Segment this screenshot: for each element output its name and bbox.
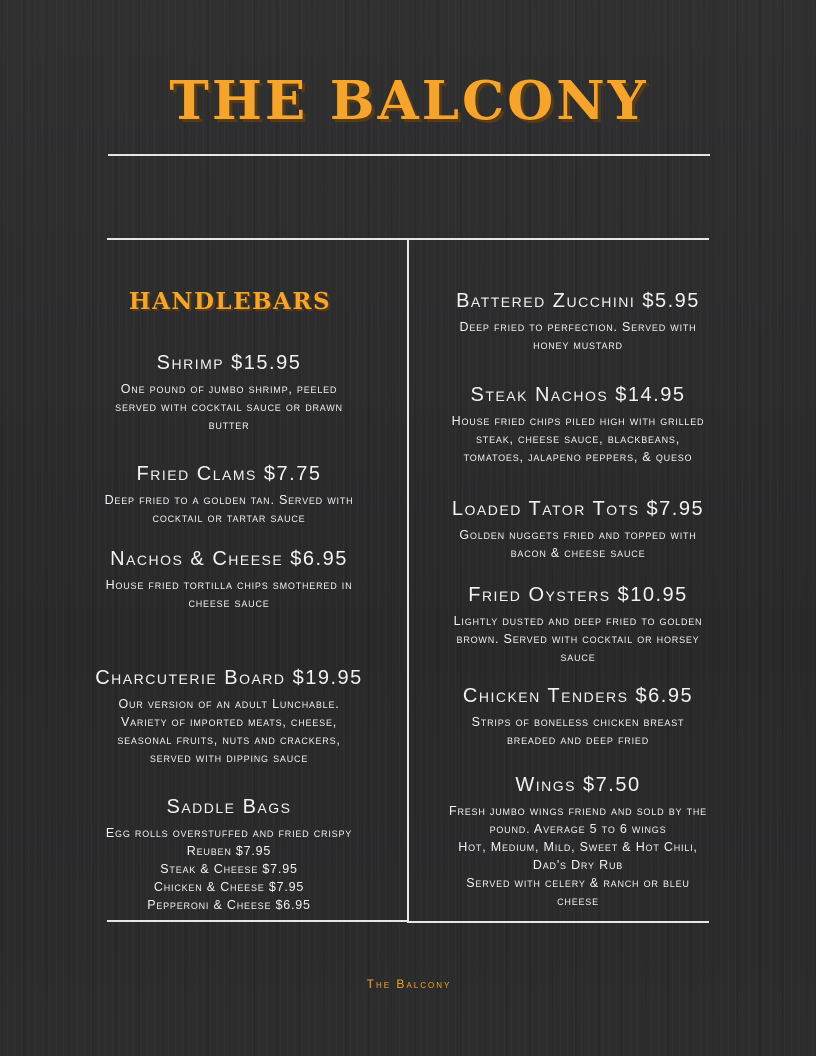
menu-item-name: Nachos & Cheese $6.95 — [110, 548, 348, 570]
menu-item-name: Steak Nachos $14.95 — [470, 384, 686, 406]
menu-item-description — [92, 695, 366, 767]
menu-item-name: Battered Zucchini $5.95 — [456, 290, 700, 312]
description-line: Deep fried to a golden tan. Served with — [104, 493, 354, 507]
description-line: Chicken & Cheese $7.95 — [153, 880, 305, 894]
description-line: cocktail or tartar sauce — [152, 511, 306, 525]
menu-item-description — [425, 412, 731, 466]
menu-item-description — [425, 318, 731, 354]
menu-item-wings — [425, 772, 731, 910]
description-line: Dad's Dry Rub — [532, 858, 624, 872]
description-line: Served with celery & ranch or bleu — [466, 876, 690, 890]
description-line: One pound of jumbo shrimp, peeled — [120, 382, 338, 396]
description-line: House fried tortilla chips smothered in — [105, 578, 353, 592]
menu-item-description — [425, 713, 731, 749]
menu-item-saddle-bags — [92, 794, 366, 914]
description-line: breaded and deep fried — [506, 733, 650, 747]
description-line: Hot, Medium, Mild, Sweet & Hot Chili, — [458, 840, 698, 854]
restaurant-title: THE BALCONY — [169, 70, 649, 132]
menu-item-description — [92, 491, 366, 527]
bottom-right-divider — [409, 921, 709, 923]
menu-item-battered-zucchini — [425, 288, 731, 354]
menu-item-description — [92, 380, 366, 434]
description-line: served with cocktail sauce or drawn — [115, 400, 343, 414]
description-line: honey mustard — [533, 338, 623, 352]
menu-item-description — [425, 526, 731, 562]
description-line: Strips of boneless chicken breast — [471, 715, 685, 729]
menu-item-nachos-cheese — [92, 546, 366, 612]
description-line: Golden nuggets fried and topped with — [459, 528, 697, 542]
description-line: cheese — [557, 894, 599, 908]
menu-item-description — [425, 612, 731, 666]
description-line: Steak & Cheese $7.95 — [160, 862, 298, 876]
description-line: House fried chips piled high with grilled — [451, 414, 705, 428]
description-line: tomatoes, jalapeno peppers, & queso — [463, 450, 693, 464]
description-line: Lightly dusted and deep fried to golden — [453, 614, 703, 628]
menu-item-chicken-tenders — [425, 683, 731, 749]
menu-item-name: Wings $7.50 — [515, 774, 641, 796]
menu-item-name: Chicken Tenders $6.95 — [462, 685, 694, 707]
menu-item-description — [92, 824, 366, 914]
menu-item-fried-clams — [92, 461, 366, 527]
description-line: served with dipping sauce — [149, 751, 309, 765]
menu-item-name: Shrimp $15.95 — [156, 352, 302, 374]
description-line: Our version of an adult Lunchable. — [118, 697, 340, 711]
description-line: cheese sauce — [188, 596, 270, 610]
menu-item-steak-nachos — [425, 382, 731, 466]
footer-restaurant-name: The Balcony — [366, 977, 452, 991]
description-line: Reuben $7.95 — [186, 844, 272, 858]
bottom-left-divider — [107, 920, 407, 922]
description-line: bacon & cheese sauce — [510, 546, 646, 560]
column-divider — [407, 238, 409, 923]
description-line: sauce — [560, 650, 596, 664]
menu-item-description — [425, 802, 731, 910]
description-line: Egg rolls overstuffed and fried crispy — [105, 826, 353, 840]
description-line: Pepperoni & Cheese $6.95 — [147, 898, 311, 912]
description-line: Fresh jumbo wings friend and sold by the — [449, 804, 707, 818]
menu-item-name: Loaded Tator Tots $7.95 — [451, 498, 705, 520]
menu-item-name: Fried Clams $7.75 — [136, 463, 322, 485]
description-line: steak, cheese sauce, blackbeans, — [476, 432, 680, 446]
description-line: brown. Served with cocktail or horsey — [456, 632, 700, 646]
menu-item-loaded-tator-tots — [425, 496, 731, 562]
menu-item-name: Saddle Bags — [166, 796, 292, 818]
title-divider — [108, 154, 710, 156]
description-line: pound. Average 5 to 6 wings — [489, 822, 667, 836]
menu-item-name: Charcuterie Board $19.95 — [95, 667, 363, 689]
description-line: butter — [208, 418, 250, 432]
description-line: Deep fried to perfection. Served with — [459, 320, 697, 334]
description-line: Variety of imported meats, cheese, — [120, 715, 338, 729]
menu-item-shrimp — [92, 350, 366, 434]
menu-item-fried-oysters — [425, 582, 731, 666]
menu-item-charcuterie-board — [92, 665, 366, 767]
section-title-handlebars: HANDLEBARS — [128, 288, 332, 315]
menu-item-name: Fried Oysters $10.95 — [468, 584, 688, 606]
menu-item-description — [92, 576, 366, 612]
description-line: seasonal fruits, nuts and crackers, — [117, 733, 341, 747]
